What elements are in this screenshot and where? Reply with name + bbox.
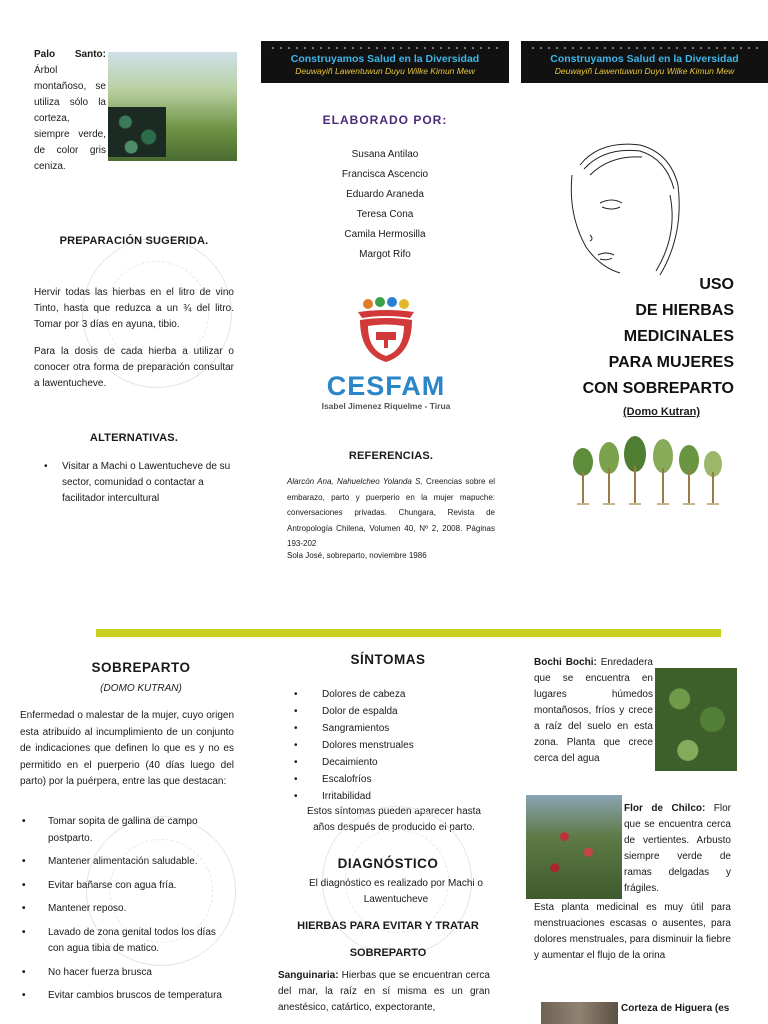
chilco-name: Flor de Chilco: — [624, 803, 706, 814]
palo-santo-text: Árbol montañoso, se utiliza sólo la corteza, siempre verde, de color gris ceniza. — [34, 65, 106, 172]
author-name: Susana Antilao — [351, 149, 419, 160]
list-item: • Sangramientos — [284, 720, 494, 737]
sintomas-list — [284, 686, 494, 805]
reference-2: Sola José, sobreparto, noviembre 1986 — [287, 551, 427, 560]
list-item: • No hacer fuerza brusca — [22, 966, 152, 978]
sobreparto-subheading: (DOMO KUTRAN) — [100, 683, 182, 694]
author-name: Camila Hermosilla — [344, 229, 426, 240]
alternativas-list — [34, 459, 234, 507]
author-name: Margot Rifo — [359, 249, 411, 260]
author-name: Eduardo Araneda — [346, 189, 424, 200]
list-item-text: Evitar bañarse con agua fría. — [48, 879, 177, 891]
sanguinaria-name: Sanguinaria: — [278, 970, 339, 981]
sanguinaria-text: Hierbas que se encuentran cerca del mar, la raíz en sí misma es un gran anestésico, catártico, expectorante, — [278, 970, 490, 1013]
list-item-text: Lavado de zona genital todos los días con agua tibia de matico. — [48, 926, 216, 954]
list-item: • Lavado de zona genital todos los días con agua tibia de matico. — [22, 926, 216, 954]
elaborado-heading: ELABORADO POR: — [322, 113, 448, 127]
higuera-bark-photo — [541, 1002, 618, 1024]
list-item-text: Evitar cambios bruscos de temperatura — [48, 990, 222, 1001]
woman-face-illustration — [560, 135, 695, 285]
bochi-bochi-photo — [655, 668, 737, 771]
section-divider — [96, 629, 721, 637]
bochi-description — [534, 655, 653, 767]
bochi-text: Enredadera que se encuentra en lugares húmedos montañosos, fríos y crece a raíz del suelo en esta zona. Planta que crece cerca del agua — [534, 657, 653, 764]
list-item-text: Mantener alimentación saludable. — [48, 856, 198, 867]
preparacion-paragraph-2: Para la dosis de cada hierba a utilizar o conocer otra forma de preparación consultar a lawentucheve. — [34, 346, 234, 389]
cesfam-emblem-icon — [318, 296, 454, 366]
higuera-name: Corteza de Higuera (es — [621, 1003, 730, 1014]
banner-subtitle: Deuwayiñ Lawentuwun Duyu Wilke Kimun Mew — [554, 66, 735, 76]
cover-title-line: USO — [699, 276, 734, 293]
list-item: • Tomar sopita de gallina de campo postparto. — [22, 816, 198, 844]
chilco-description — [624, 801, 731, 897]
header-banner-middle — [261, 41, 509, 83]
header-banner-right — [521, 41, 768, 83]
list-item: • Irritabilidad — [284, 788, 494, 805]
cesfam-subtitle: Isabel Jimenez Riquelme - Tirua — [321, 401, 451, 411]
cover-subtitle: (Domo Kutran) — [623, 406, 700, 418]
palo-santo-photo — [108, 52, 237, 161]
list-item: • Evitar bañarse con agua fría. — [22, 879, 177, 891]
flor-de-chilco-photo — [526, 795, 622, 899]
author-name: Francisca Ascencio — [341, 169, 429, 180]
banner-pattern — [529, 45, 760, 51]
list-item: • Visitar a Machi o Lawentucheve de su sector, comunidad o contactar a facilitador intercultural — [34, 459, 234, 507]
sanguinaria-description — [278, 968, 490, 1016]
cover-title-line: PARA MUJERES — [608, 354, 734, 371]
banner-subtitle: Deuwayiñ Lawentuwun Duyu Wilke Kimun Mew — [295, 66, 475, 76]
list-item: • Dolores de cabeza — [284, 686, 494, 703]
herb-bundle — [573, 448, 593, 504]
list-item-text: No hacer fuerza brusca — [48, 966, 152, 978]
cesfam-name: CESFAM — [326, 371, 446, 401]
cover-title-line: DE HIERBAS — [635, 302, 734, 319]
sintomas-heading: SÍNTOMAS — [350, 652, 426, 667]
leaf-inset-image — [108, 107, 166, 157]
banner-pattern — [269, 45, 501, 51]
reference-1-detail: Creencias sobre el embarazo, parto y puerperio en la mujer mapuche: conversaciones privadas. Chungara, Revista de Antropología Chilena, Volumen 40, Nº 2, 2008. Páginas 193-202 — [287, 477, 495, 549]
list-item-text: Tomar sopita de gallina de campo postparto. — [48, 816, 198, 844]
list-item: • Escalofríos — [284, 771, 494, 788]
hierbas-heading-line-2: SOBREPARTO — [349, 947, 427, 959]
cover-title — [521, 272, 734, 402]
preparacion-heading: PREPARACIÓN SUGERIDA. — [59, 235, 209, 247]
preparacion-paragraph-1: Hervir todas las hierbas en el litro de vino Tinto, hasta que reduzca a un ¾ del litro. Tomar por 3 días en ayuna, tibio. — [34, 287, 234, 330]
list-item: • Evitar cambios bruscos de temperatura — [22, 990, 222, 1001]
cover-title-line: MEDICINALES — [623, 328, 734, 345]
sobreparto-intro: Enfermedad o malestar de la mujer, cuyo origen esta atribuido al incumplimiento de un conjunto de indicaciones que definen lo que es y no es permitido en el puerperio (40 días luego del parto) por la puérpera, entre las que destacan: — [20, 710, 234, 787]
palo-santo-name: Palo Santo: — [34, 49, 106, 60]
alternativas-heading: ALTERNATIVAS. — [89, 432, 179, 444]
author-name: Teresa Cona — [356, 209, 414, 220]
list-item: • Dolor de espalda — [284, 703, 494, 720]
chilco-uses: Esta planta medicinal es muy útil para menstruaciones escasas o ausentes, para dolores menstruales, para disminuir la fiebre y aumentar el flujo de la orina — [534, 902, 731, 961]
list-item: • Dolores menstruales — [284, 737, 494, 754]
diagnostico-heading: DIAGNÓSTICO — [337, 856, 439, 871]
banner-title: Construyamos Salud en la Diversidad — [550, 53, 739, 65]
hierbas-heading-line-1: HIERBAS PARA EVITAR Y TRATAR — [297, 920, 479, 932]
bochi-name: Bochi Bochi: — [534, 657, 597, 668]
sintomas-note: Estos síntomas pueden aparecer hasta años después de producido el parto. — [307, 806, 481, 833]
chilco-text: Flor que se encuentra cerca de vertientes. Arbusto siempre verde de ramas delgadas y frágiles. — [624, 803, 732, 894]
list-item: • Mantener alimentación saludable. — [22, 856, 198, 867]
reference-1-authors: Alarcón Ana, Nahuelcheo Yolanda S, — [287, 477, 423, 486]
list-item-text: Mantener reposo. — [48, 903, 127, 914]
sobreparto-heading: SOBREPARTO — [91, 660, 191, 675]
reference-1 — [287, 474, 495, 552]
sobreparto-list — [20, 814, 234, 1005]
palo-santo-description — [34, 47, 106, 175]
list-item: • Decaimiento — [284, 754, 494, 771]
herb-bundles-illustration — [563, 432, 728, 514]
cesfam-logo — [318, 296, 454, 410]
referencias-heading: REFERENCIAS. — [348, 450, 434, 462]
cover-title-line: CON SOBREPARTO — [582, 380, 734, 397]
authors-list — [261, 145, 509, 265]
banner-title: Construyamos Salud en la Diversidad — [290, 53, 480, 65]
diagnostico-text: El diagnóstico es realizado por Machi o Lawentucheve — [309, 878, 483, 905]
list-item: • Mantener reposo. — [22, 903, 127, 914]
